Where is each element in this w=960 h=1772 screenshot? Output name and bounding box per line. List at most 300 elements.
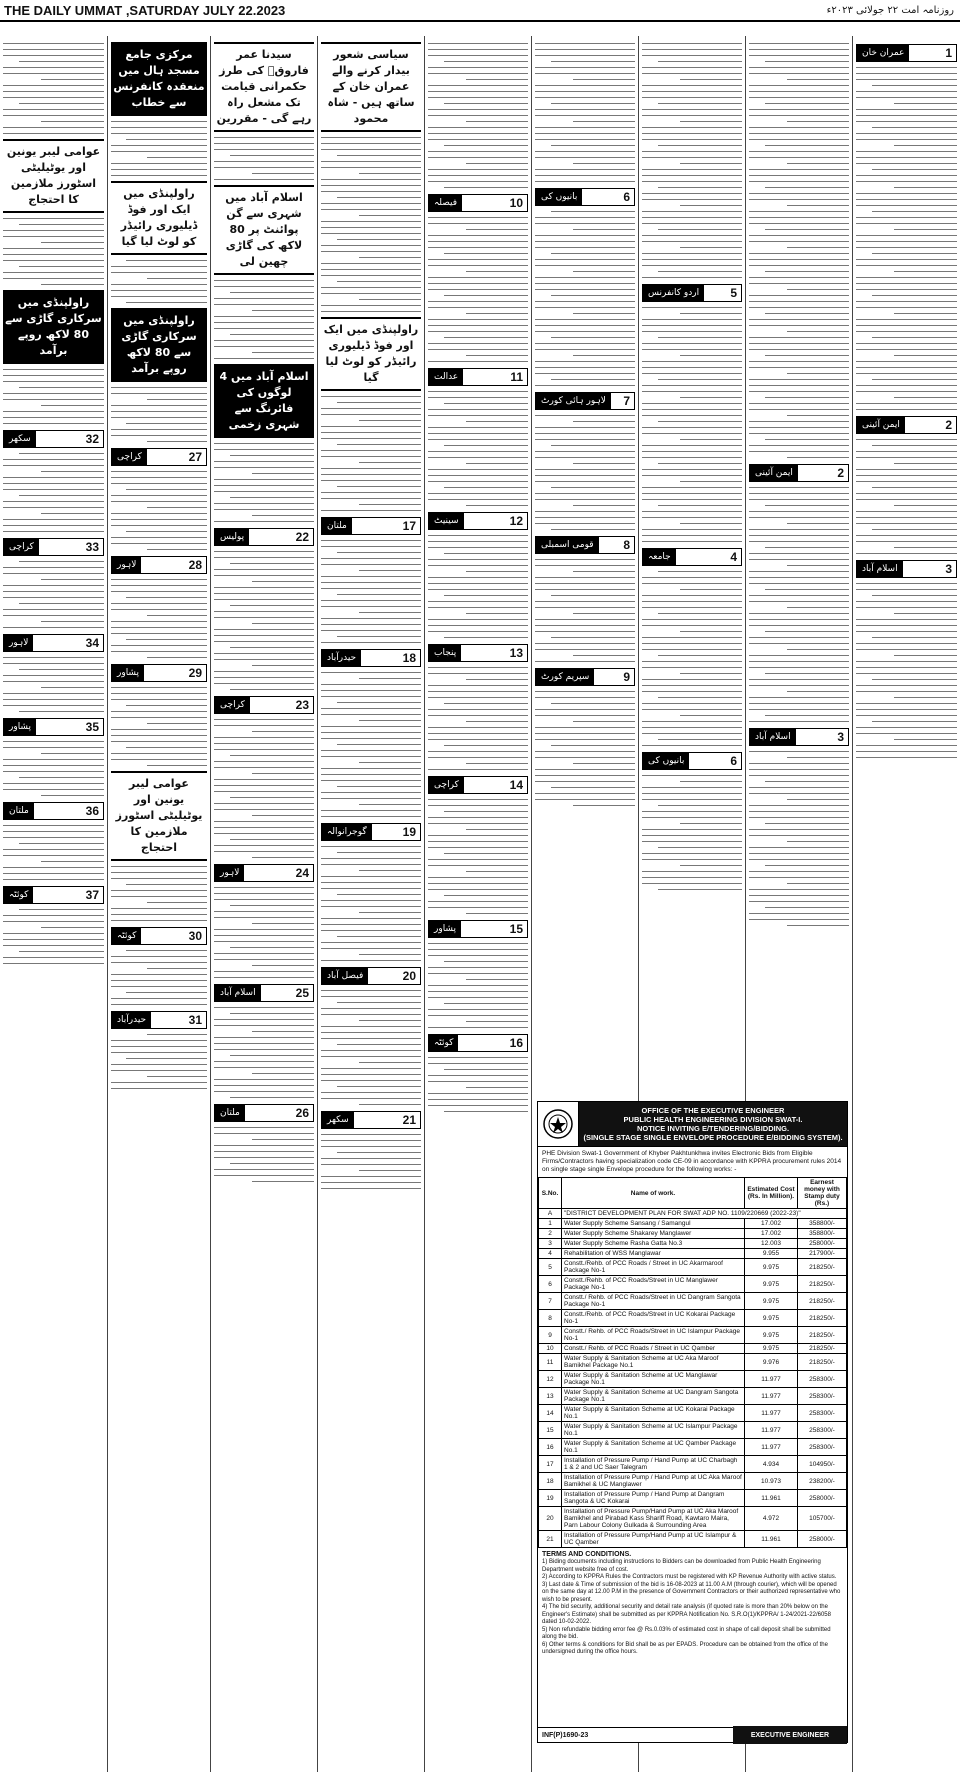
- text-line: [551, 703, 635, 704]
- section-number: 30: [188, 929, 202, 943]
- text-line: [872, 337, 957, 338]
- text-line: [749, 901, 849, 902]
- section-title: عدالت: [429, 369, 463, 385]
- terms-list: [538, 1559, 847, 1657]
- section-title: سکھر: [4, 431, 36, 447]
- work-number: 2: [539, 1229, 562, 1239]
- text-line: [856, 541, 957, 542]
- text-line: [321, 1146, 421, 1147]
- text-line: [111, 866, 207, 867]
- section-title: کوئٹہ: [429, 1035, 458, 1051]
- text-line: [337, 852, 421, 853]
- text-line: [535, 451, 635, 452]
- section-title: اردو کانفرنس: [643, 285, 704, 301]
- text-line: [321, 209, 421, 210]
- text-line: [658, 697, 742, 698]
- text-line: [214, 1175, 314, 1176]
- text-line: [214, 725, 314, 726]
- text-line: [321, 792, 421, 793]
- text-line: [337, 402, 421, 403]
- text-line: [321, 1050, 421, 1051]
- text-line: [428, 265, 528, 266]
- work-name: Installation of Pressure Pump/Hand Pump at UC Aka Maroof Bamikhel and Pirabad Kass Shariff Road, Kawtaro Maira, Parn Labour Colony Gulkada & Surrounding Area: [562, 1507, 745, 1531]
- text-line: [749, 427, 849, 428]
- text-line: [466, 163, 528, 164]
- text-line: [428, 907, 528, 908]
- text-line: [535, 661, 635, 662]
- text-line: [535, 715, 635, 716]
- text-line: [573, 463, 635, 464]
- text-line: [214, 340, 314, 341]
- text-line: [337, 239, 421, 240]
- text-line: [252, 965, 314, 966]
- text-line: [787, 799, 849, 800]
- text-line: [19, 453, 104, 454]
- text-line: [573, 121, 635, 122]
- text-line: [321, 396, 421, 397]
- text-line: [642, 607, 742, 608]
- text-line: [147, 549, 207, 550]
- text-line: [535, 97, 635, 98]
- work-number: 12: [539, 1371, 562, 1388]
- text-line: [787, 925, 849, 926]
- text-line: [642, 235, 742, 236]
- text-line: [428, 751, 528, 752]
- text-line: [872, 127, 957, 128]
- text-line: [642, 535, 742, 536]
- text-line: [428, 823, 528, 824]
- text-line: [3, 97, 104, 98]
- text-line: [111, 717, 207, 718]
- text-line: [3, 657, 104, 658]
- text-line: [642, 427, 742, 428]
- text-line: [856, 235, 957, 236]
- text-line: [642, 265, 742, 266]
- text-line: [428, 43, 528, 44]
- text-line: [3, 873, 104, 874]
- text-line: [321, 474, 421, 475]
- text-line: [428, 565, 528, 566]
- text-line: [214, 1019, 314, 1020]
- text-line: [428, 85, 528, 86]
- text-line: [111, 633, 207, 634]
- work-cost: 11.977: [745, 1388, 798, 1405]
- text-line: [321, 191, 421, 192]
- text-line: [3, 411, 104, 412]
- text-line: [214, 1007, 314, 1008]
- text-line: [230, 1097, 314, 1098]
- text-line: [856, 247, 957, 248]
- text-line: [535, 175, 635, 176]
- text-line: [428, 967, 528, 968]
- text-line: [428, 109, 528, 110]
- text-line: [856, 757, 957, 758]
- text-line: [3, 573, 104, 574]
- text-line: [428, 667, 528, 668]
- text-line: [749, 919, 849, 920]
- text-line: [642, 451, 742, 452]
- text-line: [321, 432, 421, 433]
- text-line: [252, 773, 314, 774]
- work-name: Water Supply Scheme Rasha Gatta No.3: [562, 1239, 745, 1249]
- text-line: [428, 409, 528, 410]
- text-line: [872, 169, 957, 170]
- text-line: [321, 846, 421, 847]
- text-line: [252, 1073, 314, 1074]
- text-line: [126, 884, 207, 885]
- section-heading: [214, 1104, 314, 1122]
- text-line: [749, 583, 849, 584]
- text-line: [337, 702, 421, 703]
- text-line: [3, 459, 104, 460]
- text-line: [551, 211, 635, 212]
- column-3: [210, 36, 317, 1772]
- text-line: [337, 936, 421, 937]
- text-line: [111, 272, 207, 273]
- text-line: [658, 103, 742, 104]
- text-line: [230, 563, 314, 564]
- text-line: [428, 307, 528, 308]
- text-line: [321, 672, 421, 673]
- section-number: 35: [85, 720, 99, 734]
- text-line: [749, 241, 849, 242]
- text-line: [642, 259, 742, 260]
- text-line: [856, 277, 957, 278]
- text-line: [321, 600, 421, 601]
- text-line: [856, 619, 957, 620]
- text-line: [359, 1170, 421, 1171]
- text-line: [642, 373, 742, 374]
- column-9: [852, 36, 960, 1772]
- text-line: [321, 624, 421, 625]
- text-line: [444, 961, 528, 962]
- text-line: [428, 631, 528, 632]
- section-heading: [535, 392, 635, 410]
- text-line: [642, 541, 742, 542]
- text-line: [337, 1086, 421, 1087]
- header-money: Earnest money with Stamp duty (Rs.): [798, 1178, 847, 1209]
- text-line: [41, 621, 104, 622]
- text-line: [428, 739, 528, 740]
- text-line: [321, 1188, 421, 1189]
- text-line: [551, 295, 635, 296]
- text-line: [856, 115, 957, 116]
- text-line: [214, 1043, 314, 1044]
- text-line: [749, 763, 849, 764]
- text-line: [749, 67, 849, 68]
- text-line: [321, 558, 421, 559]
- section-heading: [214, 696, 314, 714]
- urdu-date: روزنامہ امت ۲۲ جولائی ۲۰۲۳ء: [826, 4, 954, 16]
- text-line: [535, 499, 635, 500]
- text-line: [787, 649, 849, 650]
- text-line: [428, 547, 528, 548]
- section-heading: [3, 430, 104, 448]
- text-line: [321, 1008, 421, 1009]
- text-line: [147, 968, 207, 969]
- text-line: [573, 355, 635, 356]
- table-row: [539, 1388, 847, 1405]
- text-line: [749, 265, 849, 266]
- text-line: [3, 705, 104, 706]
- text-line: [535, 439, 635, 440]
- text-line: [749, 793, 849, 794]
- text-line: [535, 325, 635, 326]
- text-line: [428, 67, 528, 68]
- table-row: [539, 1229, 847, 1239]
- text-line: [642, 169, 742, 170]
- text-line: [214, 785, 314, 786]
- text-line: [321, 576, 421, 577]
- text-line: [749, 637, 849, 638]
- text-line: [856, 349, 957, 350]
- text-line: [428, 139, 528, 140]
- section-title: لاہور: [215, 865, 244, 881]
- section-title: پشاور: [112, 665, 144, 681]
- work-money: 258300/-: [798, 1405, 847, 1422]
- work-money: 218250/-: [798, 1354, 847, 1371]
- text-line: [551, 745, 635, 746]
- text-line: [428, 1009, 528, 1010]
- text-line: [321, 245, 421, 246]
- text-line: [856, 523, 957, 524]
- text-line: [787, 607, 849, 608]
- section-number: 37: [85, 888, 99, 902]
- text-line: [642, 475, 742, 476]
- text-line: [3, 67, 104, 68]
- text-line: [214, 641, 314, 642]
- section-title: ملتان: [322, 518, 352, 534]
- text-line: [466, 871, 528, 872]
- term-item: 2) According to KPPRA Rules the Contractors must be registered with KP Revenue Authority with active status.: [542, 1574, 837, 1580]
- table-row: [539, 1293, 847, 1310]
- text-line: [642, 727, 742, 728]
- text-line: [111, 169, 207, 170]
- text-line: [749, 181, 849, 182]
- text-line: [551, 637, 635, 638]
- section-title: اسلام آباد: [750, 729, 796, 745]
- text-line: [428, 805, 528, 806]
- text-line: [359, 1020, 421, 1021]
- text-line: [535, 517, 635, 518]
- text-line: [642, 307, 742, 308]
- text-line: [321, 305, 421, 306]
- text-line: [856, 79, 957, 80]
- section-title: ملتان: [4, 803, 34, 819]
- text-line: [321, 450, 421, 451]
- text-line: [642, 343, 742, 344]
- text-line: [535, 781, 635, 782]
- text-line: [680, 163, 742, 164]
- text-line: [642, 385, 742, 386]
- text-line: [466, 271, 528, 272]
- work-number: 10: [539, 1344, 562, 1354]
- news-headline: اسلام آباد میں شہری سے گن پوائنٹ پر 80 لاکھ کی گاڑی چھین لی: [214, 185, 314, 275]
- work-money: 104950/-: [798, 1456, 847, 1473]
- masthead: [0, 0, 960, 22]
- text-line: [535, 733, 635, 734]
- work-name: Water Supply & Sanitation Scheme at UC Manglawar Package No.1: [562, 1371, 745, 1388]
- text-line: [856, 517, 957, 518]
- text-line: [642, 415, 742, 416]
- section-title: فیصل آباد: [322, 968, 368, 984]
- text-line: [3, 849, 104, 850]
- text-line: [428, 169, 528, 170]
- work-cost: 9.975: [745, 1293, 798, 1310]
- text-line: [321, 1182, 421, 1183]
- text-line: [535, 793, 635, 794]
- text-line: [466, 979, 528, 980]
- text-line: [642, 469, 742, 470]
- text-line: [359, 570, 421, 571]
- text-line: [444, 1069, 528, 1070]
- text-line: [642, 775, 742, 776]
- text-line: [214, 322, 314, 323]
- text-line: [535, 481, 635, 482]
- table-row: [539, 1422, 847, 1439]
- text-line: [749, 259, 849, 260]
- text-line: [658, 571, 742, 572]
- text-line: [428, 277, 528, 278]
- section-heading: [535, 188, 635, 206]
- text-line: [642, 217, 742, 218]
- section-title: بانیوں کی: [643, 753, 689, 769]
- text-line: [535, 751, 635, 752]
- text-line: [658, 463, 742, 464]
- text-line: [321, 750, 421, 751]
- text-line: [147, 441, 207, 442]
- text-line: [214, 791, 314, 792]
- text-line: [428, 541, 528, 542]
- text-line: [214, 1145, 314, 1146]
- text-line: [321, 149, 421, 150]
- section-heading: [428, 920, 528, 938]
- text-line: [749, 433, 849, 434]
- text-line: [41, 405, 104, 406]
- text-line: [535, 631, 635, 632]
- text-line: [428, 697, 528, 698]
- text-line: [337, 786, 421, 787]
- text-line: [749, 889, 849, 890]
- text-line: [428, 241, 528, 242]
- text-line: [680, 865, 742, 866]
- text-line: [214, 971, 314, 972]
- text-line: [749, 409, 849, 410]
- text-line: [573, 79, 635, 80]
- text-line: [535, 127, 635, 128]
- text-line: [321, 426, 421, 427]
- text-line: [214, 887, 314, 888]
- text-line: [765, 439, 849, 440]
- text-line: [765, 823, 849, 824]
- text-line: [111, 513, 207, 514]
- text-line: [111, 872, 207, 873]
- text-line: [856, 109, 957, 110]
- text-line: [749, 49, 849, 50]
- text-line: [214, 467, 314, 468]
- text-line: [111, 741, 207, 742]
- text-line: [535, 643, 635, 644]
- text-line: [19, 495, 104, 496]
- section-heading: [111, 448, 207, 466]
- text-line: [214, 935, 314, 936]
- text-line: [337, 894, 421, 895]
- text-line: [642, 43, 742, 44]
- text-line: [856, 385, 957, 386]
- text-line: [321, 293, 421, 294]
- text-line: [428, 73, 528, 74]
- work-money: 218250/-: [798, 1276, 847, 1293]
- text-line: [749, 643, 849, 644]
- work-number: 20: [539, 1507, 562, 1531]
- text-line: [428, 691, 528, 692]
- text-line: [3, 260, 104, 261]
- text-line: [642, 391, 742, 392]
- section-heading: [111, 927, 207, 945]
- text-line: [444, 61, 528, 62]
- text-line: [856, 691, 957, 692]
- text-line: [787, 163, 849, 164]
- section-heading: [428, 1034, 528, 1052]
- text-line: [3, 945, 104, 946]
- text-line: [3, 49, 104, 50]
- text-line: [749, 379, 849, 380]
- text-line: [428, 1081, 528, 1082]
- section-title: قومی اسمبلی: [536, 537, 599, 553]
- text-line: [856, 733, 957, 734]
- text-line: [230, 647, 314, 648]
- section-heading: [535, 668, 635, 686]
- text-line: [321, 768, 421, 769]
- text-line: [111, 1082, 207, 1083]
- text-line: [3, 585, 104, 586]
- text-line: [428, 151, 528, 152]
- text-line: [749, 97, 849, 98]
- text-line: [444, 853, 528, 854]
- text-line: [658, 421, 742, 422]
- text-line: [680, 631, 742, 632]
- section-number: 10: [509, 196, 523, 210]
- text-line: [214, 1085, 314, 1086]
- work-money: 218250/-: [798, 1344, 847, 1354]
- text-line: [428, 223, 528, 224]
- text-line: [749, 199, 849, 200]
- text-line: [321, 1014, 421, 1015]
- text-line: [749, 235, 849, 236]
- text-line: [214, 479, 314, 480]
- text-line: [642, 679, 742, 680]
- section-number: 2: [945, 418, 952, 432]
- text-line: [658, 187, 742, 188]
- section-heading: [214, 984, 314, 1002]
- text-line: [872, 487, 957, 488]
- text-line: [252, 310, 314, 311]
- text-line: [428, 1093, 528, 1094]
- text-line: [19, 843, 104, 844]
- text-line: [428, 1099, 528, 1100]
- section-heading: [321, 967, 421, 985]
- text-line: [214, 149, 314, 150]
- text-line: [252, 731, 314, 732]
- work-name: Water Supply & Sanitation Scheme at UC Qamber Package No.1: [562, 1439, 745, 1456]
- text-line: [535, 475, 635, 476]
- work-cost: 10.973: [745, 1473, 798, 1490]
- text-line: [428, 859, 528, 860]
- text-line: [765, 715, 849, 716]
- text-line: [428, 115, 528, 116]
- section-heading: [321, 517, 421, 535]
- text-line: [111, 151, 207, 152]
